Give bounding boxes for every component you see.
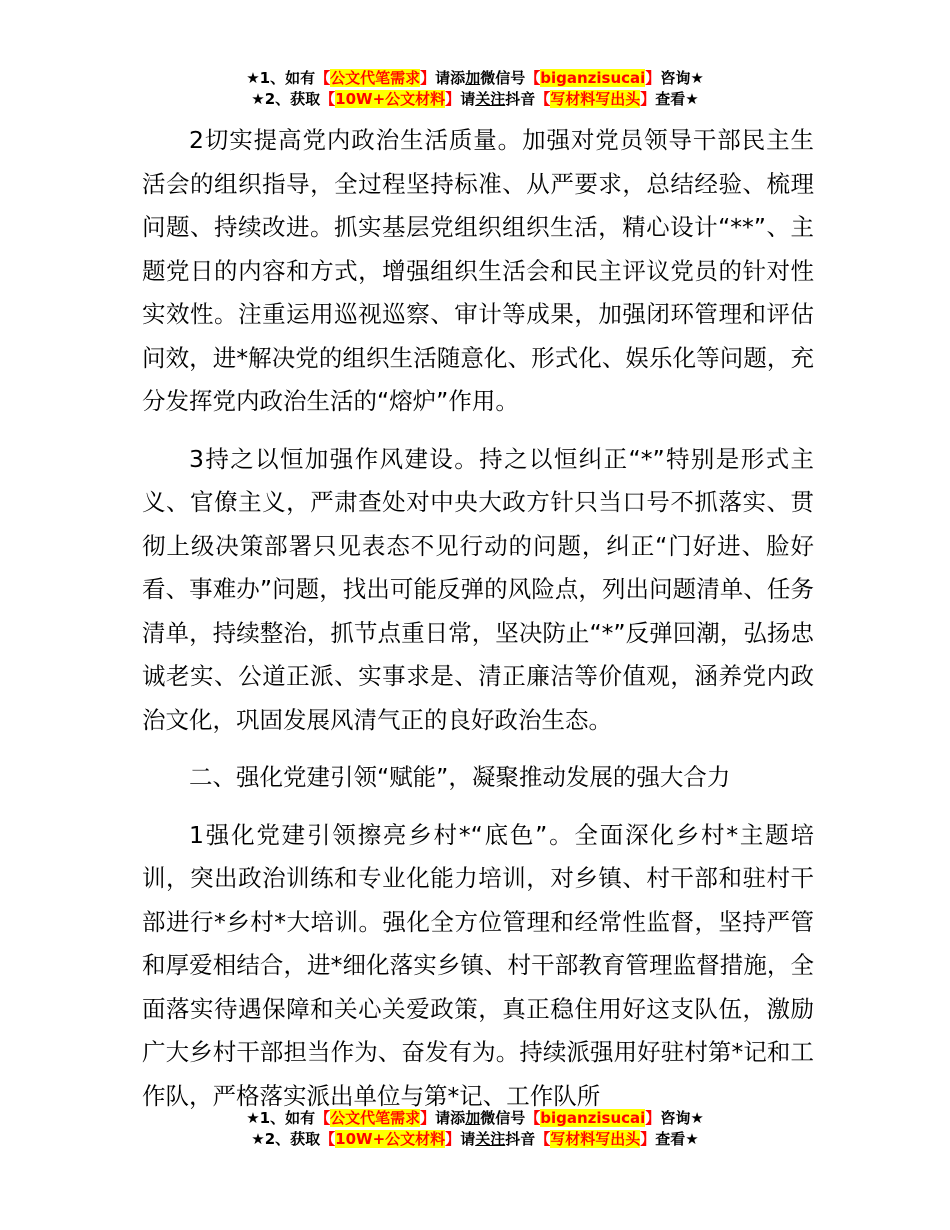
banner-line-2 — [0, 1129, 950, 1150]
banner-text: 请添 — [435, 1109, 466, 1127]
highlight-douyin-account: 写材料写出头 — [550, 90, 641, 108]
banner-text: 抖音 — [505, 90, 536, 108]
highlight-douyin-account: 写材料写出头 — [550, 1130, 641, 1148]
bracket: 】 — [420, 1109, 436, 1127]
bracket: 【 — [320, 90, 336, 108]
bracket: 【 — [535, 90, 551, 108]
bracket: 】 — [445, 90, 461, 108]
banner-text: ★1、如有 — [246, 69, 316, 87]
paragraph: 2切实提高党内政治生活质量。加强对党员领导干部民主生活会的组织指导，全过程坚持标准、从严要求，总结经验、梳理问题、持续改进。抓实基层党组织组织生活，精心设计“**”、主题党日的内容和方式，增强组织生活会和民主评议党员的针对性实效性。注重运用巡视巡察、审计等成果，加强闭环管理和评估问效，进*解决党的组织生活随意化、形式化、娱乐化等问题，充分发挥党内政治生活的“熔炉”作用。 — [142, 126, 814, 415]
banner-line-1 — [0, 1108, 950, 1129]
section-heading: 二、强化党建引领“赋能”，凝聚推动发展的强大合力 — [189, 763, 731, 791]
bracket: 【 — [535, 1130, 551, 1148]
banner-text: 咨询★ — [660, 69, 704, 87]
highlight-wechat-id: biganzisucai — [540, 69, 646, 87]
banner-text-underlined: 关注 — [475, 90, 506, 108]
paragraph: 1强化党建引领擦亮乡村*“底色”。全面深化乡村*主题培训，突出政治训练和专业化能力培训，对乡镇、村干部和驻村干部进行*乡村*大培训。强化全方位管理和经常性监督，坚持严管和厚爱相结合，进*细化落实乡镇、村干部教育管理监督措施，全面落实待遇保障和关心关爱政策，真正稳住用好这支队伍，激励广大乡村干部担当作为、奋发有为。持续派强用好驻村第*记和工作队，严格落实派出单位与第*记、工作队所 — [142, 820, 814, 1110]
banner-text-underlined: 加 — [465, 1109, 481, 1127]
banner-text: 咨询★ — [660, 1109, 704, 1127]
banner-text: ★2、获取 — [251, 90, 321, 108]
banner-text: 查看★ — [655, 1130, 699, 1148]
bracket: 【 — [315, 69, 331, 87]
highlight-ghostwriting: 公文代笔需求 — [330, 69, 421, 87]
bracket: 【 — [525, 69, 541, 87]
footer-banner — [0, 1108, 950, 1150]
bracket: 【 — [525, 1109, 541, 1127]
banner-text: 抖音 — [505, 1130, 536, 1148]
bracket: 】 — [645, 1109, 661, 1127]
header-banner — [0, 68, 950, 110]
highlight-wechat-id: biganzisucai — [540, 1109, 646, 1127]
bracket: 】 — [445, 1130, 461, 1148]
banner-text: 请 — [460, 90, 476, 108]
banner-text: ★2、获取 — [251, 1130, 321, 1148]
banner-text: 微信号 — [480, 69, 526, 87]
highlight-materials: 10W+公文材料 — [335, 90, 446, 108]
banner-line-1 — [0, 68, 950, 89]
bracket: 】 — [640, 90, 656, 108]
paragraph: 3持之以恒加强作风建设。持之以恒纠正“*”特别是形式主义、官僚主义，严肃查处对中央大政方针只当口号不抓落实、贯彻上级决策部署只见表态不见行动的问题，纠正“门好进、脸好看、事难办”问题，找出可能反弹的风险点，列出问题清单、任务清单，持续整治，抓节点重日常，坚决防止“*”反弹回潮，弘扬忠诚老实、公道正派、实事求是、清正廉洁等价值观，涵养党内政治文化，巩固发展风清气正的良好政治生态。 — [142, 444, 814, 734]
bracket: 】 — [420, 69, 436, 87]
banner-text-underlined: 加 — [465, 69, 481, 87]
highlight-ghostwriting: 公文代笔需求 — [330, 1109, 421, 1127]
banner-line-2 — [0, 89, 950, 110]
banner-text-underlined: 关注 — [475, 1130, 506, 1148]
bracket: 【 — [315, 1109, 331, 1127]
highlight-materials: 10W+公文材料 — [335, 1130, 446, 1148]
banner-text: ★1、如有 — [246, 1109, 316, 1127]
banner-text: 微信号 — [480, 1109, 526, 1127]
banner-text: 请 — [460, 1130, 476, 1148]
document-body — [142, 119, 814, 1132]
bracket: 【 — [320, 1130, 336, 1148]
bracket: 】 — [645, 69, 661, 87]
banner-text: 查看★ — [655, 90, 699, 108]
banner-text: 请添 — [435, 69, 466, 87]
bracket: 】 — [640, 1130, 656, 1148]
